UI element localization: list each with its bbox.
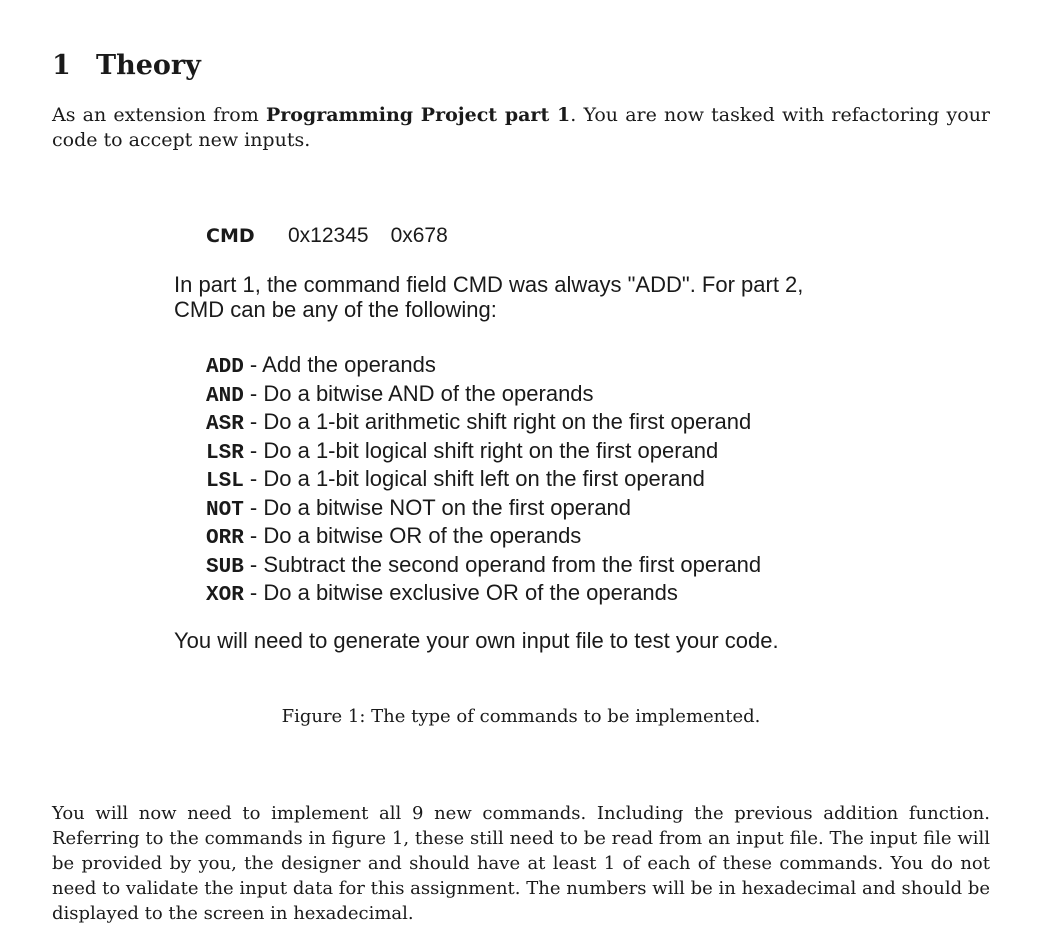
command-item (206, 437, 846, 466)
command-name: SUB (206, 555, 244, 579)
command-desc: - Do a bitwise OR of the operands (243, 523, 582, 548)
figure-footer-note: You will need to generate your own input file to test your code. (174, 628, 779, 653)
intro-text-bold: Programming Project part 1 (265, 104, 571, 126)
command-desc: - Subtract the second operand from the first operand (243, 551, 762, 577)
format-cmd: CMD (206, 225, 255, 247)
format-operand-1: 0x12345 (288, 224, 369, 247)
command-desc: - Do a 1-bit logical shift right on the first operand (243, 437, 719, 463)
command-name: NOT (206, 498, 244, 522)
command-item (206, 351, 846, 380)
command-name: ORR (206, 527, 244, 550)
command-name: LSL (206, 470, 244, 493)
command-desc: - Add the operands (243, 352, 436, 377)
command-item (206, 522, 846, 551)
format-operand-2: 0x678 (390, 224, 448, 247)
command-item (206, 494, 846, 523)
command-list (206, 351, 846, 608)
command-name: XOR (206, 584, 244, 607)
command-desc: - Do a bitwise AND of the operands (243, 380, 594, 406)
intro-text-pre: As an extension from (52, 104, 266, 126)
section-heading (52, 50, 201, 81)
command-item (206, 380, 846, 409)
section-title: Theory (96, 50, 201, 81)
command-desc: - Do a 1-bit arithmetic shift right on the first operand (243, 409, 752, 434)
command-desc: - Do a 1-bit logical shift left on the first operand (243, 466, 705, 491)
command-name: LSR (206, 441, 244, 465)
command-name: AND (206, 384, 244, 408)
command-item (206, 408, 846, 437)
body-paragraph: You will now need to implement all 9 new commands. Including the previous addition function. Referring to the commands in figure 1, these still need to be read from an input file. The input file will be provided by you, the designer and should have at least 1 of each of these commands. You do not need to validate the input data for this assignment. The numbers will be in hexadecimal and should be displayed to the screen in hexadecimal. (52, 803, 990, 924)
command-item (206, 465, 846, 494)
command-item (206, 551, 846, 580)
intro-text-post: . You are now tasked with refactoring your code to accept new inputs. (52, 104, 991, 151)
command-format-example (206, 222, 470, 250)
command-name: ADD (206, 356, 244, 379)
section-number: 1 (52, 50, 71, 81)
command-desc: - Do a bitwise NOT on the first operand (243, 494, 632, 520)
intro-paragraph (52, 103, 990, 153)
figure-description: In part 1, the command field CMD was always "ADD". For part 2, CMD can be any of the following: (174, 272, 804, 322)
command-desc: - Do a bitwise exclusive OR of the operands (243, 580, 678, 605)
command-item (206, 579, 846, 608)
command-name: ASR (206, 413, 244, 436)
figure-caption: Figure 1: The type of commands to be implemented. (281, 706, 761, 727)
